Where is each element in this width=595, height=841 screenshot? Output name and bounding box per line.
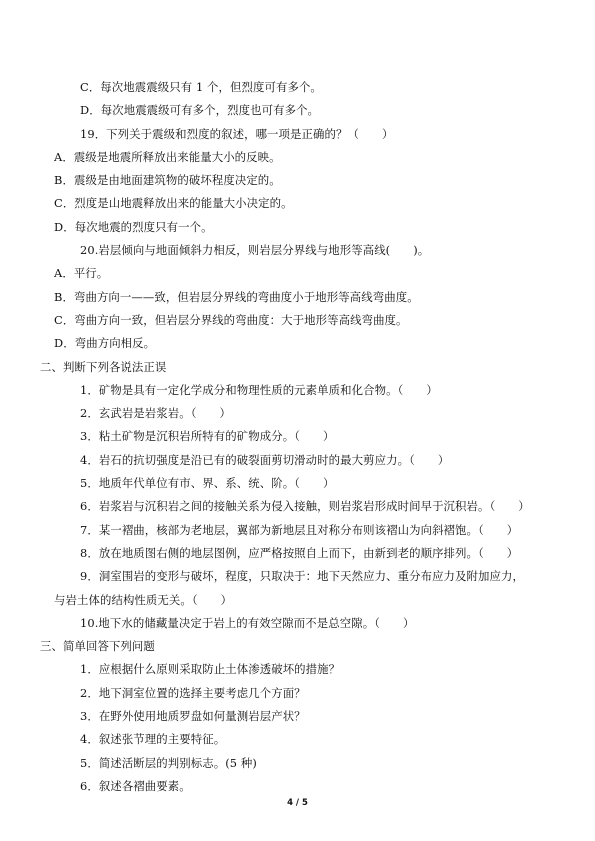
judgment-item-10: 10.地下水的储藏量决定于岩上的有效空隙而不是总空隙。（ ） — [80, 615, 415, 630]
judgment-item-5: 5．地质年代单位有市、界、系、统、阶。（ ） — [80, 476, 335, 491]
judgment-item-6: 6．岩浆岩与沉积岩之间的接触关系为侵入接触，则岩浆岩形成时间早于沉积岩。（ ） — [80, 499, 530, 514]
option-19d: D．每次地震的烈度只有一个。 — [54, 219, 213, 234]
option-19a: A．震级是地震所释放出来能量大小的反映。 — [54, 149, 281, 164]
section-heading-2: 二、判断下列各说法正误 — [40, 359, 167, 374]
judgment-item-7: 7．某一褶曲，核部为老地层，翼部为新地层且对称分布则该褶山为向斜褶饱。（ ） — [80, 522, 519, 537]
judgment-item-3: 3．粘土矿物是沉积岩所特有的矿物成分。（ ） — [80, 429, 335, 444]
question-20: 20.岩层倾向与地面倾斜力相反，则岩层分界线与地形等高线( )。 — [80, 243, 430, 258]
short-answer-5: 5．简述活断层的判别标志。(5 种) — [80, 755, 257, 770]
judgment-item-8: 8．放在地质图右侧的地层图例，应严格按照自上而下，由新到老的顺序排列。（ ） — [80, 545, 519, 560]
short-answer-2: 2．地下洞室位置的选择主要考虑几个方面？ — [80, 685, 306, 700]
document-body — [40, 76, 544, 798]
judgment-item-4: 4．岩石的抗切强度是沿已有的破裂面剪切滑动时的最大剪应力。（ ） — [80, 452, 450, 467]
judgment-item-2: 2．玄武岩是岩浆岩。（ ） — [80, 406, 232, 421]
short-answer-3: 3．在野外使用地质罗盘如何量测岩层产状？ — [80, 709, 306, 724]
judgment-item-1: 1．矿物是具有一定化学成分和物理性质的元素单质和化合物。（ ） — [80, 382, 438, 397]
short-answer-4: 4．叙述张节理的主要特征。 — [80, 732, 226, 747]
option-20b: B．弯曲方向一——致，但岩层分界线的弯曲度小于地形等高线弯曲度。 — [54, 289, 419, 304]
option-20c: C．弯曲方向一致，但岩层分界线的弯曲度：大于地形等高线弯曲度。 — [54, 312, 408, 327]
short-answer-6: 6．叙述各褶曲要素。 — [80, 778, 191, 793]
option-19b: B．震级是由地面建筑物的破坏程度决定的。 — [54, 173, 281, 188]
page-number: 4 / 5 — [287, 798, 308, 808]
option-20d: D．弯曲方向相反。 — [54, 336, 156, 351]
question-19: 19．下列关于震级和烈度的叙述，哪一项是正确的？（ ） — [80, 126, 394, 141]
option-18c: C．每次地震震级只有 1 个，但烈度可有多个。 — [80, 80, 322, 94]
option-20a: A．平行。 — [54, 266, 109, 281]
option-18d: D．每次地震震级可有多个，烈度也可有多个。 — [80, 103, 320, 118]
short-answer-1: 1．应根据什么原则采取防止土体渗透破坏的措施？ — [80, 662, 341, 677]
judgment-item-9-continued: 与岩土体的结构性质无关。（ ） — [54, 592, 233, 607]
option-19c: C．烈度是山地震释放出来的能量大小决定的。 — [54, 196, 293, 211]
judgment-item-9: 9．洞室围岩的变形与破坏，程度，只取决于：地下天然应力、重分布应力及附加应力， — [80, 569, 524, 584]
section-heading-3: 三、简单回答下列问题 — [40, 639, 155, 654]
